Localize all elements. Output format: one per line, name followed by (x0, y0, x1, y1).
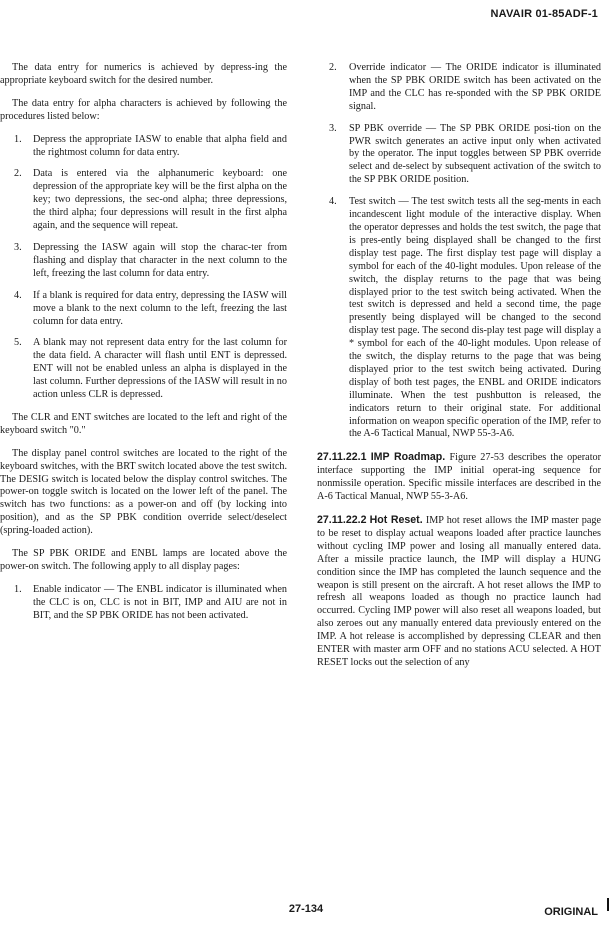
section-number: 27.11.22.2 (317, 514, 367, 526)
section-imp-roadmap (317, 451, 601, 504)
list-item: 2. Data is entered via the alphanumeric keyboard: one depression of the appropriate key will be the first alpha on the key; two depressions, the sec-ond alpha; three depressions, the third alpha; four depressions will result in the first alpha again, and the sequence will repeat. (14, 168, 287, 232)
alpha-entry-steps (0, 134, 287, 402)
paragraph-lamps: The SP PBK ORIDE and ENBL lamps are located above the power-on switch. The following apply to all display pages: (0, 548, 287, 572)
display-page-items-continued (317, 62, 601, 441)
document-number: NAVAIR 01-85ADF-1 (490, 8, 598, 20)
list-item: 3. SP PBK override — The SP PBK ORIDE posi-tion on the PWR switch generates an active input only when activated by the operator. The input toggles between SP PBK override select and de-select by subsequent activation of the switch to the SP PBK ORIDE position. (329, 122, 601, 186)
display-page-items (0, 584, 287, 623)
paragraph-clr-ent: The CLR and ENT switches are located to the left and right of the keyboard switch "0." (0, 411, 287, 436)
left-column (0, 62, 287, 633)
page-number: 27-134 (288, 903, 324, 915)
revision-status: ORIGINAL (544, 906, 598, 918)
section-title: Hot Reset. (369, 514, 423, 526)
section-hot-reset (317, 514, 601, 670)
list-item: 3. Depressing the IASW again will stop the charac-ter from flashing and display that character in the next column to the left, freezing the last column for data entry. (14, 241, 287, 279)
right-column (317, 62, 601, 680)
section-body: Figure 27-53 describes the operator interface supporting the IMP initial operat-ing sequence for nonmissile operation. Specific missile interfaces are described in the A-6 Tactical Manual, NWP 55-3-A6. (317, 452, 602, 503)
section-number: 27.11.22.1 (317, 451, 367, 464)
list-item: 4. Test switch — The test switch tests all the seg-ments in each incandescent light module of the interactive display. When the operator depresses and holds the test switch, the page that is pres-ently being displayed shall be changed to the first display test page. The first display test page will display a symbol for each of the 40-light modules. Upon release of the switch, the display returns to the page that was being displayed prior to the test switch being activated. When the test switch is depressed and held a second time, the page presently being displayed will be changed to the second display test page. The second dis-play test page will display a * symbol for each of the 40-light modules. Upon release of the switch, the display returns to the page that was being displayed prior to the test switch being activated. During display of both test pages, the ENBL and ORIDE indicators illuminate. When the test pushbutton is released, the indicators return to their original state. For additional information on weapon specific operation of the IMP, refer to the A-6 Tactical Manual, NWP 55-3-A6. (329, 196, 601, 440)
section-title: IMP Roadmap. (370, 451, 446, 464)
list-item: 2. Override indicator — The ORIDE indicator is illuminated when the SP PBK ORIDE switch has been activated on the IMP and the CLC has re-sponded with the SP PBK ORIDE signal. (329, 62, 601, 112)
paragraph-display-panel: The display panel control switches are located to the right of the keyboard switches, with the BRT switch located above the test switch. The DESIG switch is located below the display control switches. The power-on toggle switch is located on the lower left of the panel. The switch has two functions: as a power-on and off (by locking into position), and as the SP PBK condition override select/deselect (spring-loaded action). (0, 447, 287, 537)
paragraph-numeric-entry: The data entry for numerics is achieved by depress-ing the appropriate keyboard switch for the desired number. (0, 62, 287, 86)
section-body: IMP hot reset allows the IMP master page to be reset to display actual weapons loaded after practice launches without cycling IMP power and losing all manually entered data. After a missile practice launch, the IMP will display a HUNG condition since the IMP has completed the launch sequence and the weapon is still present on the aircraft. A hot reset allows the IMP to refresh all weapons loaded as though no practice launch had occurred. Cycling IMP power will also reset all weapons loaded, but also zeroes out any manually entered data previously entered on the IMP. A hot release is accomplished by depressing CLEAR and then ENTER with master arm OFF and no stations ACU selected. A HOT RESET locks out the selection of any (317, 515, 602, 668)
list-item: 4. If a blank is required for data entry, depressing the IASW will move a blank to the next column to the left, freezing the last column for data entry. (14, 289, 287, 327)
list-item: 1. Depress the appropriate IASW to enable that alpha field and the rightmost column for data entry. (14, 133, 287, 158)
paragraph-alpha-entry: The data entry for alpha characters is achieved by following the procedures listed below: (0, 97, 287, 122)
list-item: 5. A blank may not represent data entry for the last column for the data field. A character will flash until ENT is depressed. ENT will not be enabled unless an alpha is displayed in the last column. Further depressions of the IASW will result in no action unless CLR is depressed. (14, 337, 287, 401)
list-item: 1. Enable indicator — The ENBL indicator is illuminated when the CLC is on, CLC is not in BIT, IMP and AIU are not in BIT, and the SP PBK ORIDE has not been activated. (14, 583, 287, 621)
